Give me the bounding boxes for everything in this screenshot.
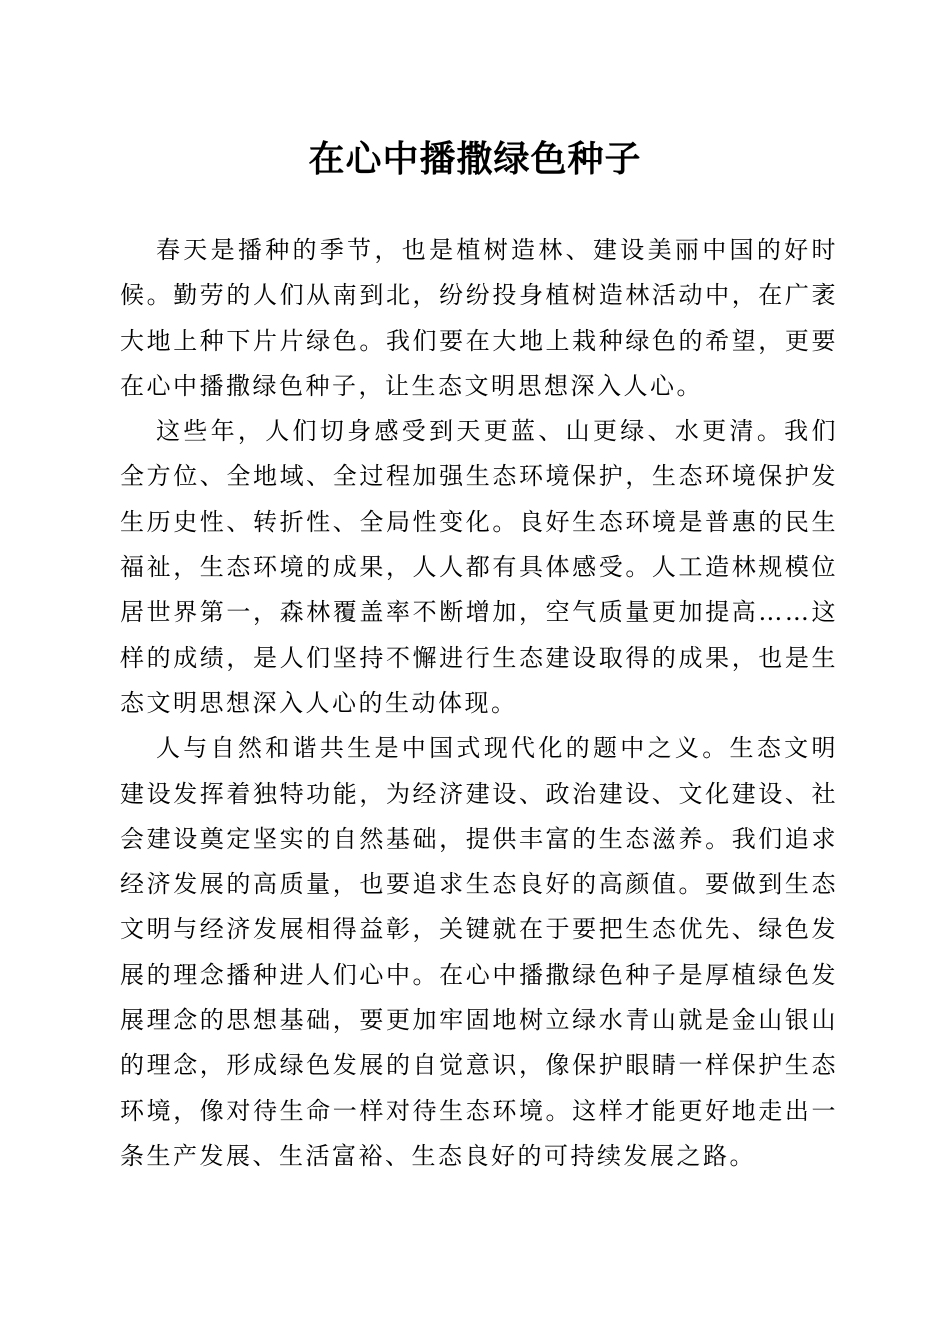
paragraph-1: 春天是播种的季节，也是植树造林、建设美丽中国的好时候。勤劳的人们从南到北，纷纷投身植树造林活动中，在广袤大地上种下片片绿色。我们要在大地上栽种绿色的希望，更要在心中播撒绿色种子，让生态文明思想深入人心。 bbox=[120, 236, 838, 400]
paragraph-3: 人与自然和谐共生是中国式现代化的题中之义。生态文明建设发挥着独特功能，为经济建设、政治建设、文化建设、社会建设奠定坚实的自然基础，提供丰富的生态滋养。我们追求经济发展的高质量，也要追求生态良好的高颜值。要做到生态文明与经济发展相得益彰，关键就在于要把生态优先、绿色发展的理念播种进人们心中。在心中播撒绿色种子是厚植绿色发展理念的思想基础，要更加牢固地树立绿水青山就是金山银山的理念，形成绿色发展的自觉意识，像保护眼睛一样保护生态环境，像对待生命一样对待生态环境。这样才能更好地走出一条生产发展、生活富裕、生态良好的可持续发展之路。 bbox=[120, 734, 838, 1170]
document-title: 在心中播撒绿色种子 bbox=[308, 138, 642, 180]
paragraph-2: 这些年，人们切身感受到天更蓝、山更绿、水更清。我们全方位、全地域、全过程加强生态环境保护，生态环境保护发生历史性、转折性、全局性变化。良好生态环境是普惠的民生福祉，生态环境的成果，人人都有具体感受。人工造林规模位居世界第一，森林覆盖率不断增加，空气质量更加提高……这样的成绩，是人们坚持不懈进行生态建设取得的成果，也是生态文明思想深入人心的生动体现。 bbox=[120, 417, 838, 717]
document-body bbox=[120, 228, 838, 1179]
